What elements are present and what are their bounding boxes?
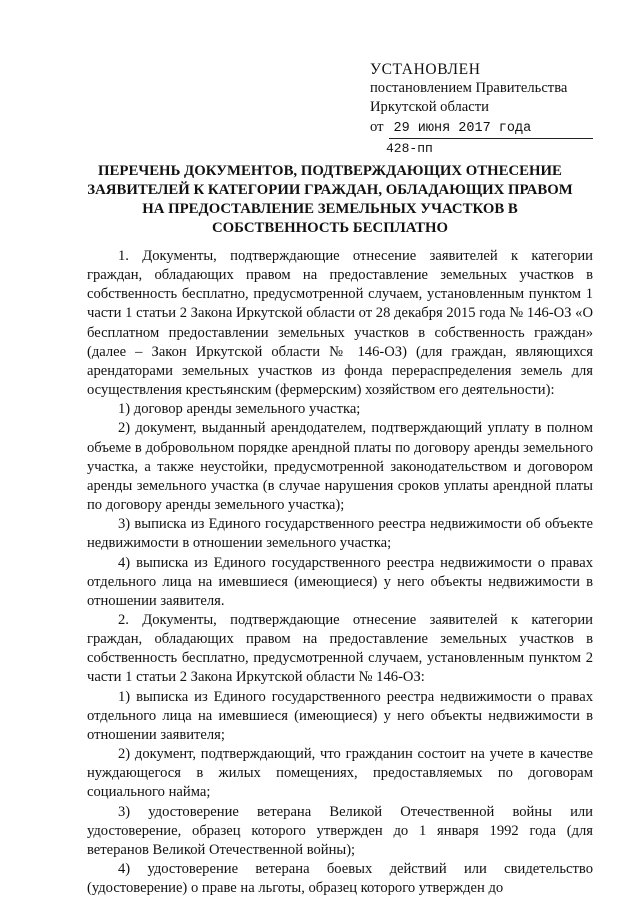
date-prefix: от: [370, 118, 384, 135]
paragraph: 1. Документы, подтверждающие отнесение заявителей к категории граждан, обладающих правом на предоставление земельных участков в собственность бесплатно, предусмотренной случаем, установленным пунктом 1 части 1 статьи 2 Закона Иркутской области от 28 декабря 2015 года № 146-ОЗ «О бесплатном предоставлении земельных участков в собственность граждан» (далее – Закон Иркутской области № 146-ОЗ) (для граждан, являющихся арендаторами земельных участков из фонда перераспределения земель для осуществления крестьянским (фермерским) хозяйством его деятельности):: [87, 248, 593, 399]
approval-number: 428-пп: [386, 140, 433, 156]
paragraph: 4) выписка из Единого государственного реестра недвижимости о правах отдельного лица на имевшиеся (имеющиеся) у него объекты недвижимости в отношении заявителя.: [87, 554, 593, 609]
paragraph: 2. Документы, подтверждающие отнесение заявителей к категории граждан, обладающих правом на предоставление земельных участков в собственность бесплатно, предусмотренной случаем, установленным пунктом 2 части 1 статьи 2 Закона Иркутской области № 146-ОЗ:: [87, 611, 593, 686]
paragraph: 4) удостоверение ветерана боевых действий или свидетельство (удостоверение) о праве на льготы, образец которого утвержден до: [87, 861, 593, 897]
paragraph: 1) договор аренды земельного участка;: [118, 401, 361, 418]
approval-stamp: УСТАНОВЛЕН: [370, 61, 481, 78]
paragraph: 3) выписка из Единого государственного реестра недвижимости об объекте недвижимости в отношении земельного участка;: [87, 516, 593, 552]
paragraph: 3) удостоверение ветерана Великой Отечественной войны или удостоверение, образец которого утвержден до 1 января 1992 года (для ветеранов Великой Отечественной войны);: [87, 803, 593, 858]
document-title: ПЕРЕЧЕНЬ ДОКУМЕНТОВ, ПОДТВЕРЖДАЮЩИХ ОТНЕСЕНИЕ ЗАЯВИТЕЛЕЙ К КАТЕГОРИИ ГРАЖДАН, ОБЛАДАЮЩИХ ПРАВОМ НА ПРЕДОСТАВЛЕНИЕ ЗЕМЕЛЬНЫХ УЧАСТКОВ В СОБСТВЕННОСТЬ БЕСПЛАТНО: [87, 163, 573, 236]
approval-date-line: [370, 118, 620, 139]
paragraph: 2) документ, подтверждающий, что гражданин состоит на учете в качестве нуждающегося в жилых помещениях, предоставляемых по договорам социального найма;: [87, 746, 593, 801]
approval-date: 29 июня 2017 года: [389, 119, 593, 139]
approval-line-2: Иркутской области: [370, 99, 489, 116]
paragraph: 1) выписка из Единого государственного реестра недвижимости о правах отдельного лица на имевшиеся (имеющиеся) у него объекты недвижимости в отношении заявителя;: [87, 688, 593, 743]
approval-line-1: постановлением Правительства: [370, 80, 568, 97]
document-body: [87, 247, 593, 898]
approval-block: [370, 60, 620, 158]
paragraph: 2) документ, выданный арендодателем, подтверждающий уплату в полном объеме в добровольном порядке арендной платы по договору аренды земельного участка, а также неустойки, предусмотренной законодательством и договором аренды земельного участка (в случае нарушения сроков уплаты арендной платы по договору аренды земельного участка);: [87, 420, 593, 514]
